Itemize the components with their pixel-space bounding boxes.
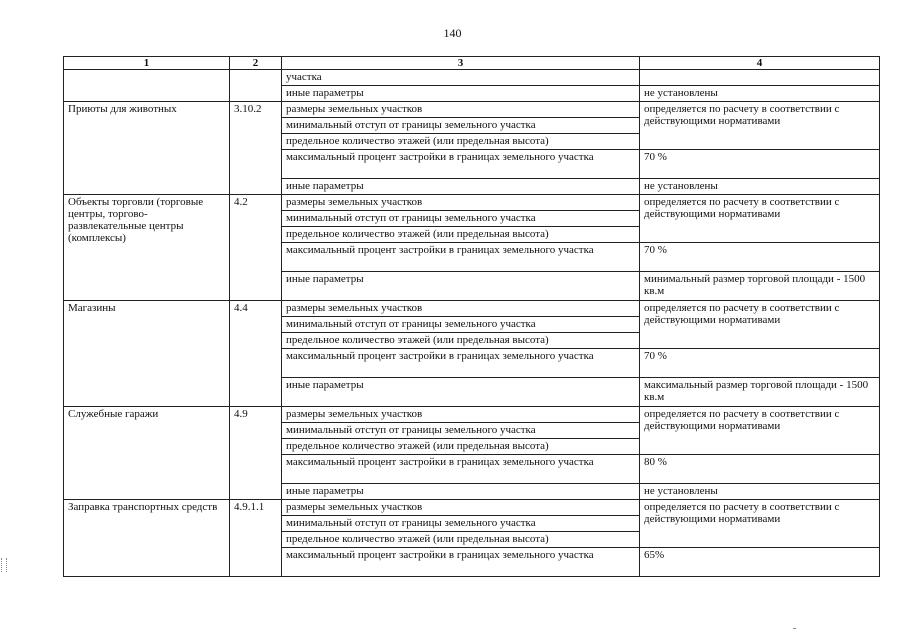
param-cell: иные параметры — [282, 272, 640, 301]
value-cell: 70 % — [640, 150, 880, 179]
param-cell: минимальный отступ от границы земельного участка — [282, 423, 640, 439]
use-code-cell: 4.2 — [230, 195, 282, 301]
regulations-table — [63, 56, 880, 577]
use-code-cell: 4.4 — [230, 301, 282, 407]
param-cell: иные параметры — [282, 378, 640, 407]
param-cell: иные параметры — [282, 86, 640, 102]
value-cell: не установлены — [640, 484, 880, 500]
value-cell: не установлены — [640, 86, 880, 102]
value-cell: максимальный размер торговой площади - 1500 кв.м — [640, 378, 880, 407]
use-code-cell: 4.9.1.1 — [230, 500, 282, 577]
param-cell: минимальный отступ от границы земельного участка — [282, 317, 640, 333]
param-cell: участка — [282, 70, 640, 86]
param-cell: максимальный процент застройки в границах земельного участка — [282, 150, 640, 179]
param-cell: иные параметры — [282, 179, 640, 195]
use-name-cell — [64, 70, 230, 102]
table-row — [64, 301, 880, 317]
param-cell: размеры земельных участков — [282, 500, 640, 516]
use-code-cell: 3.10.2 — [230, 102, 282, 195]
param-cell: размеры земельных участков — [282, 195, 640, 211]
param-cell: предельное количество этажей (или предельная высота) — [282, 134, 640, 150]
scan-dust-mark — [793, 628, 796, 629]
value-cell: 65% — [640, 548, 880, 577]
table-row — [64, 500, 880, 516]
param-cell: максимальный процент застройки в границах земельного участка — [282, 455, 640, 484]
page-number: 140 — [443, 26, 462, 40]
value-cell: 80 % — [640, 455, 880, 484]
column-header: 2 — [230, 57, 282, 70]
header-row — [64, 57, 880, 70]
value-cell: определяется по расчету в соответствии с действующими нормативами — [640, 102, 880, 150]
param-cell: предельное количество этажей (или предельная высота) — [282, 532, 640, 548]
param-cell: максимальный процент застройки в границах земельного участка — [282, 548, 640, 577]
param-cell: размеры земельных участков — [282, 407, 640, 423]
column-header: 4 — [640, 57, 880, 70]
table-row — [64, 195, 880, 211]
value-cell: 70 % — [640, 243, 880, 272]
value-cell: определяется по расчету в соответствии с действующими нормативами — [640, 407, 880, 455]
param-cell: максимальный процент застройки в границах земельного участка — [282, 243, 640, 272]
param-cell: минимальный отступ от границы земельного участка — [282, 516, 640, 532]
use-name-cell: Объекты торговли (торговые центры, торгово-развлекательные центры (комплексы) — [64, 195, 230, 301]
use-name-cell: Служебные гаражи — [64, 407, 230, 500]
table-row — [64, 102, 880, 118]
value-cell: определяется по расчету в соответствии с действующими нормативами — [640, 195, 880, 243]
column-header: 1 — [64, 57, 230, 70]
value-cell: определяется по расчету в соответствии с действующими нормативами — [640, 301, 880, 349]
param-cell: размеры земельных участков — [282, 301, 640, 317]
use-code-cell: 4.9 — [230, 407, 282, 500]
value-cell: определяется по расчету в соответствии с действующими нормативами — [640, 500, 880, 548]
column-header: 3 — [282, 57, 640, 70]
use-name-cell: Приюты для животных — [64, 102, 230, 195]
use-code-cell — [230, 70, 282, 102]
table-row — [64, 407, 880, 423]
value-cell: 70 % — [640, 349, 880, 378]
table-row — [64, 70, 880, 86]
value-cell: не установлены — [640, 179, 880, 195]
use-name-cell: Магазины — [64, 301, 230, 407]
param-cell: предельное количество этажей (или предельная высота) — [282, 333, 640, 349]
param-cell: минимальный отступ от границы земельного участка — [282, 211, 640, 227]
use-name-cell: Заправка транспортных средств — [64, 500, 230, 577]
value-cell: минимальный размер торговой площади - 1500 кв.м — [640, 272, 880, 301]
param-cell: максимальный процент застройки в границах земельного участка — [282, 349, 640, 378]
param-cell: размеры земельных участков — [282, 102, 640, 118]
value-cell — [640, 70, 880, 86]
param-cell: иные параметры — [282, 484, 640, 500]
param-cell: минимальный отступ от границы земельного участка — [282, 118, 640, 134]
scan-edge-mark — [1, 558, 7, 572]
param-cell: предельное количество этажей (или предельная высота) — [282, 439, 640, 455]
param-cell: предельное количество этажей (или предельная высота) — [282, 227, 640, 243]
